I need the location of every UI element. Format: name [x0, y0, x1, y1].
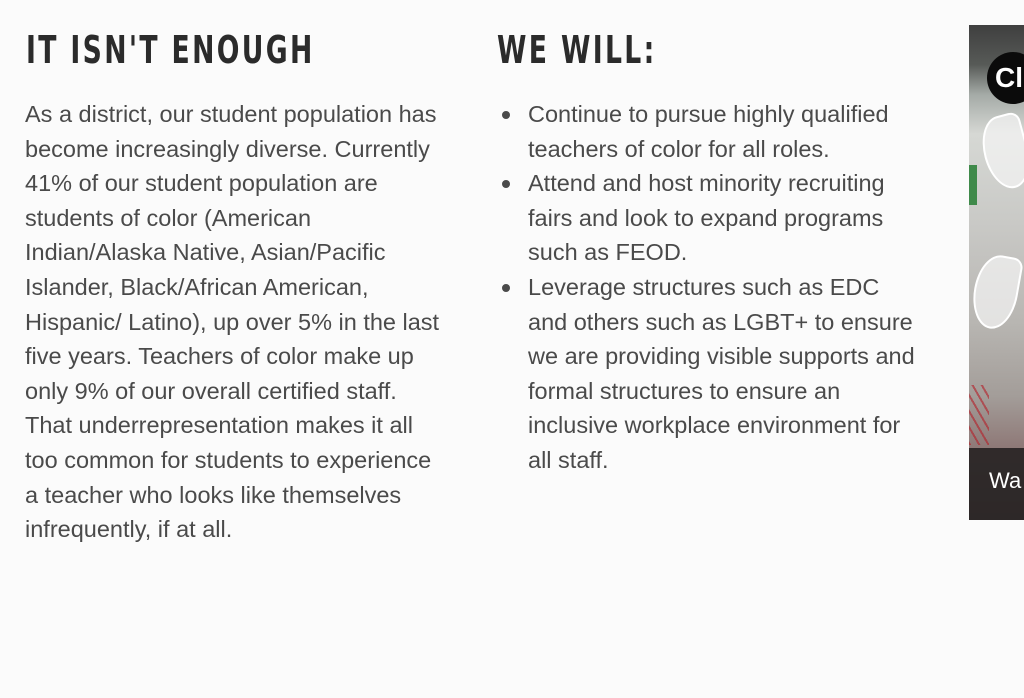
district-diversity-paragraph: As a district, our student population has become increasingly diverse. Currently 41% of our student population are students of color (American Indian/Alaska Native, Asian/Pacific Islander, Black/African American, Hispanic/ Latino), up over 5% in the last five years. Teachers of color make up only 9% of our overall certified staff. That underrepresentation makes it all too common for students to experience a teacher who looks like themselves infrequently, if at all. [25, 101, 440, 543]
list-item: Attend and host minority recruiting fairs and look to expand programs such as FEOD. [528, 166, 923, 270]
thumbnail-detail [969, 165, 977, 205]
paper-heart-image [975, 111, 1024, 194]
video-caption-bar[interactable] [969, 448, 1024, 520]
watch-video-label[interactable]: Wa [989, 468, 1022, 493]
paper-heart-image [969, 252, 1024, 333]
section-heading-it-isnt-enough: IT ISN'T ENOUGH [26, 28, 315, 72]
commitments-list [528, 97, 923, 478]
video-thumbnail[interactable] [969, 25, 1024, 520]
channel-logo-icon[interactable]: Cl [987, 52, 1024, 104]
list-item: Continue to pursue highly qualified teachers of color for all roles. [528, 97, 923, 166]
section-heading-we-will: WE WILL: [497, 28, 657, 72]
list-item: Leverage structures such as EDC and others such as LGBT+ to ensure we are providing visible supports and formal structures to ensure an inclusive workplace environment for all staff. [528, 270, 923, 478]
thumbnail-detail [969, 385, 989, 445]
